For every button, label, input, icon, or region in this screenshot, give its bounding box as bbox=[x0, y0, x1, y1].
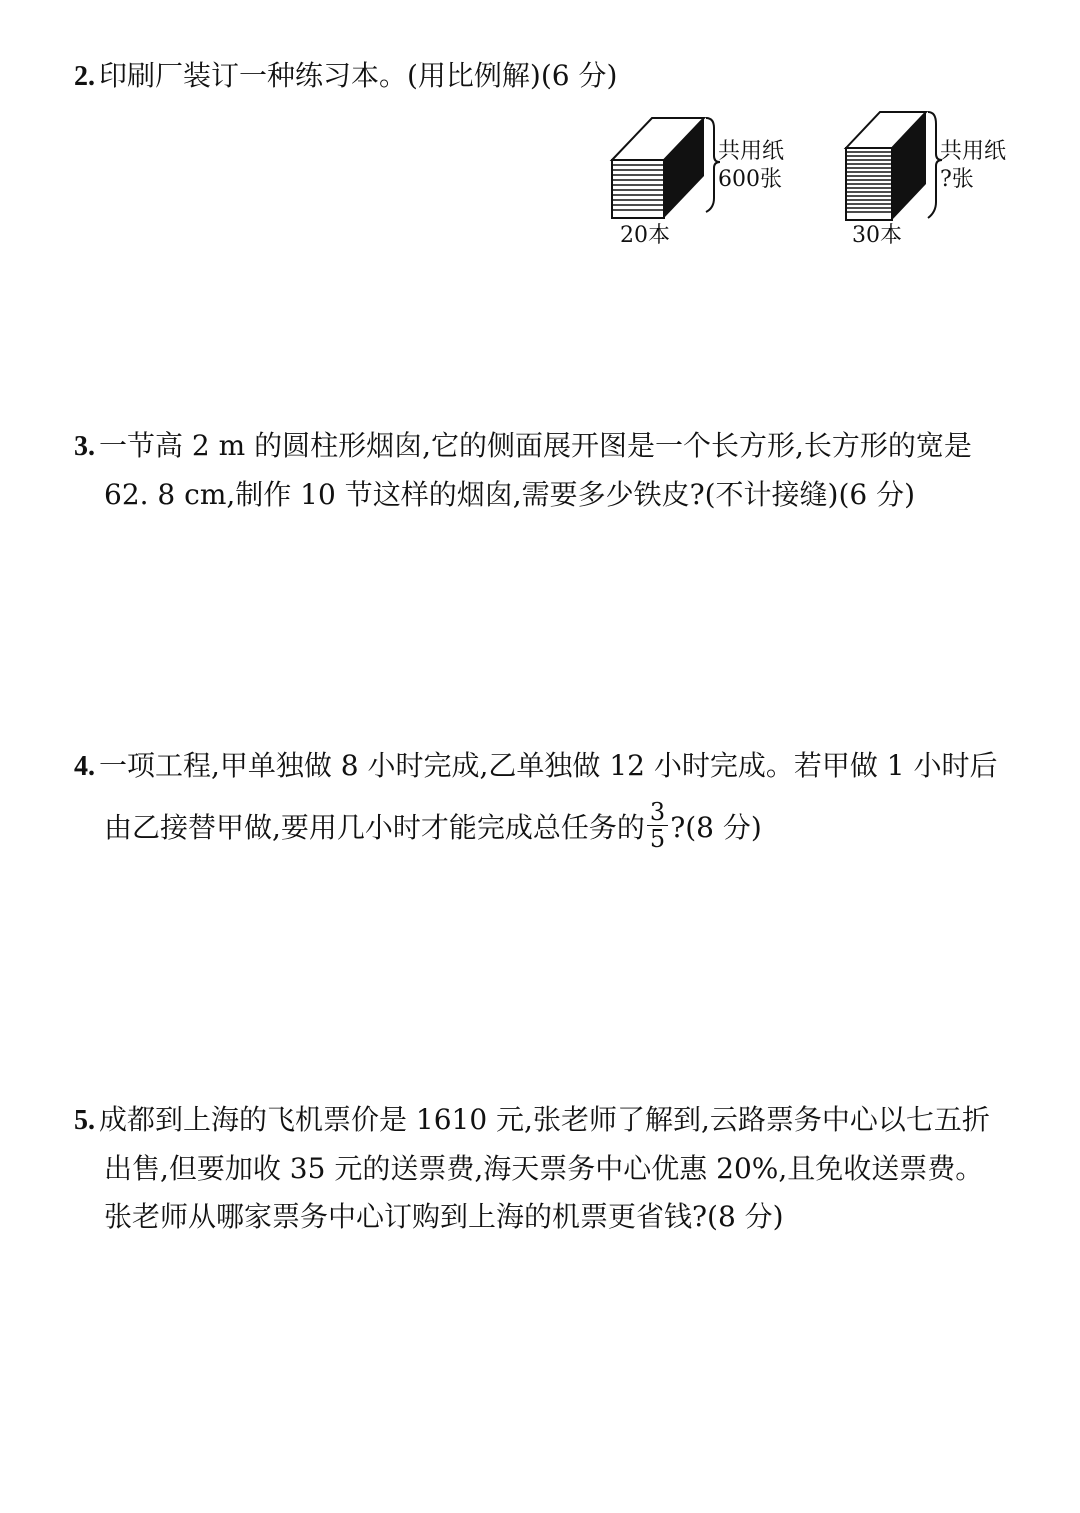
question-text-before-fraction: 由乙接替甲做,要用几小时才能完成总任务的 bbox=[104, 811, 645, 844]
left-paper-label-2: 600张 bbox=[718, 167, 782, 192]
question-line bbox=[74, 422, 1024, 471]
question-line bbox=[74, 1096, 1024, 1145]
question-2 bbox=[74, 52, 1024, 101]
question-number: 4. bbox=[74, 751, 95, 782]
stack-30-books bbox=[846, 112, 942, 220]
question-text-after-fraction: ?(8 分) bbox=[670, 811, 762, 844]
left-book-count: 20本 bbox=[620, 223, 670, 248]
fraction-denominator: 5 bbox=[649, 825, 666, 853]
question-text-line2: 出售,但要加收 35 元的送票费,海天票务中心优惠 20%,且免收送票费。 bbox=[104, 1152, 984, 1185]
question-text-line2: 62. 8 cm,制作 10 节这样的烟囱,需要多少铁皮?(不计接缝)(6 分) bbox=[104, 478, 916, 511]
question-number: 5. bbox=[74, 1105, 95, 1136]
fraction-numerator: 3 bbox=[647, 799, 668, 826]
question-text-line3: 张老师从哪家票务中心订购到上海的机票更省钱?(8 分) bbox=[104, 1200, 784, 1233]
fraction bbox=[647, 799, 668, 852]
question-text-line2 bbox=[74, 798, 1024, 856]
right-book-count: 30本 bbox=[852, 223, 902, 248]
question-text-line1: 一节高 2 m 的圆柱形烟囱,它的侧面展开图是一个长方形,长方形的宽是 bbox=[99, 429, 972, 462]
question-text-line1: 一项工程,甲单独做 8 小时完成,乙单独做 12 小时完成。若甲做 1 小时后 bbox=[99, 749, 998, 782]
question-4 bbox=[74, 742, 1024, 856]
question-5 bbox=[74, 1096, 1024, 1241]
question-text-line1: 成都到上海的飞机票价是 1610 元,张老师了解到,云路票务中心以七五折 bbox=[99, 1103, 990, 1136]
paper-stack-figure bbox=[600, 100, 1040, 260]
question-number: 3. bbox=[74, 431, 95, 462]
question-text: 印刷厂装订一种练习本。(用比例解)(6 分) bbox=[99, 59, 618, 92]
left-paper-label-1: 共用纸 bbox=[718, 139, 785, 164]
question-number: 2. bbox=[74, 61, 95, 92]
right-paper-label-2: ?张 bbox=[940, 167, 974, 192]
right-paper-label-1: 共用纸 bbox=[940, 139, 1007, 164]
question-3 bbox=[74, 422, 1024, 519]
question-line bbox=[74, 742, 1024, 791]
stack-20-books bbox=[612, 118, 720, 218]
